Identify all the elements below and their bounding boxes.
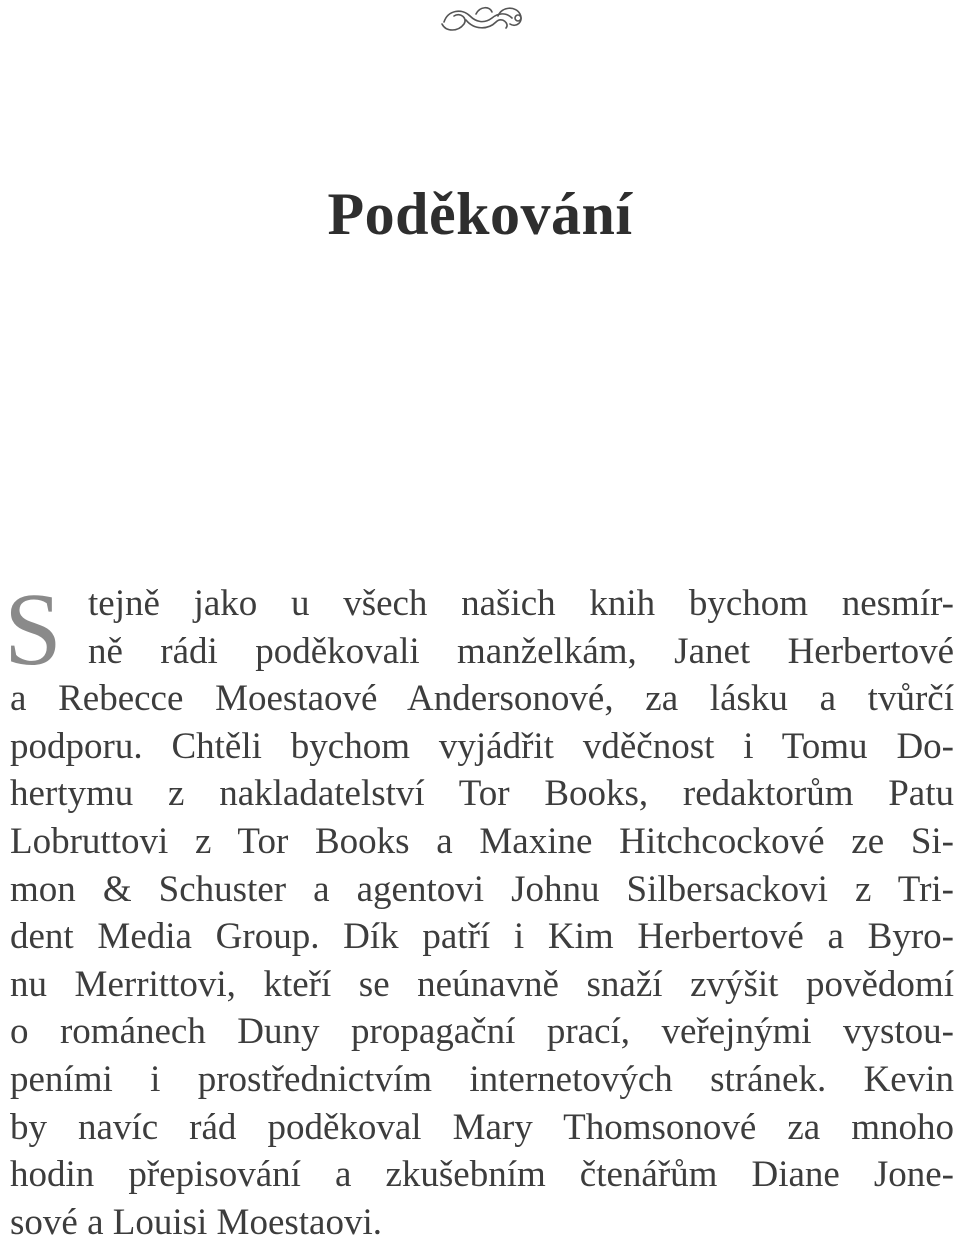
page-title: Poděkování [327,181,633,247]
text-line: hodin přepisování a zkušebním čtenářům Diane Jone- [10,1154,954,1196]
text-line: mon & Schuster a agentovi Johnu Silbersackovi z Tri- [10,868,954,910]
text-line: o románech Duny propagační prací, veřejnými vystou- [10,1011,954,1053]
text-line: by navíc rád poděkoval Mary Thomsonové za mnoho [10,1106,954,1148]
text-line: ně rádi poděkovali manželkám, Janet Herbertové [88,630,954,672]
acknowledgements-paragraph [0,572,960,1246]
text-line: Lobruttovi z Tor Books a Maxine Hitchcockové ze Si- [10,820,954,862]
text-line: tejně jako u všech našich knih bychom nesmír- [88,583,954,624]
text-line: sové a Louisi Moestaovi. [10,1201,383,1243]
decorative-flourish-icon [436,2,528,36]
text-line: podporu. Chtěli bychom vyjádřit vděčnost i Tomu Do- [10,725,954,767]
text-line: a Rebecce Moestaové Andersonové, za lásku a tvůrčí [10,678,954,720]
drop-cap: S [4,572,62,687]
text-line: peními i prostřednictvím internetových stránek. Kevin [10,1058,954,1100]
text-line: nu Merrittovi, kteří se neúnavně snaží zvýšit povědomí [10,963,954,1005]
text-line: hertymu z nakladatelství Tor Books, redaktorům Patu [10,773,954,815]
text-line: dent Media Group. Dík patří i Kim Herbertové a Byro- [10,916,954,958]
